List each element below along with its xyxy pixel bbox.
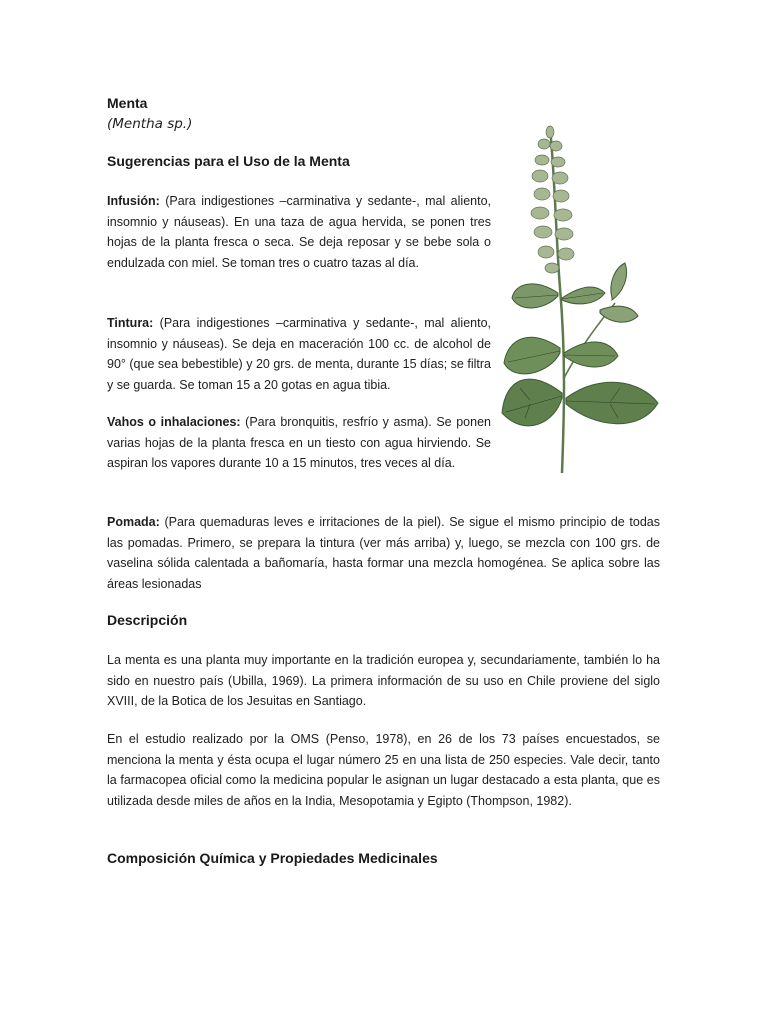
paragraph-descripcion-2: En el estudio realizado por la OMS (Penso, 1978), en 26 de los 73 países encuestados, se menciona la menta y ésta ocupa el lugar número 25 en una lista de 250 especies. Vale decir, tanto la farmacopea oficial como la medicina popular le asignan un lugar destacado a esta planta, que es utilizada desde miles de años en la India, Mesopotamia y Egipto (Thompson, 1982). (107, 732, 660, 808)
page-title: Menta (107, 95, 148, 111)
section-heading-descripcion: Descripción (107, 612, 188, 628)
paragraph-descripcion-1: La menta es una planta muy importante en la tradición europea y, secundariamente, también lo ha sido en nuestro país (Ubilla, 1969). La primera información de su uso en Chile proviene del siglo XVIII, de la Botica de los Jesuitas en Santiago. (107, 653, 660, 708)
term-tintura: Tintura: (107, 316, 154, 330)
text-pomada: (Para quemaduras leves e irritaciones de la piel). Se sigue el mismo principio de todas las pomadas. Primero, se prepara la tintura (ver más arriba) y, luego, se mezcla con 100 grs. de vaselina sólida calentada a bañomaría, hasta formar una mezcla homogénea. Se aplica sobre las áreas lesionadas (107, 515, 660, 591)
text-vahos: (Para bronquitis, resfrío y asma). Se ponen varias hojas de la planta fresca en un tiesto con agua hirviendo. Se aspiran los vapores durante 10 a 15 minutos, tres veces al día. (107, 415, 491, 470)
mint-plant-illustration (500, 118, 665, 478)
paragraph-pomada (107, 512, 660, 594)
section-heading-composicion: Composición Química y Propiedades Medicinales (107, 850, 438, 866)
paragraph-infusion (107, 191, 491, 273)
term-vahos: Vahos o inhalaciones: (107, 415, 241, 429)
text-infusion: (Para indigestiones –carminativa y sedante-, mal aliento, insomnio y náuseas). En una taza de agua hervida, se ponen tres hojas de la planta fresca o seca. Se deja reposar y se bebe sola o endulzada con miel. Se toman tres o cuatro tazas al día. (107, 194, 491, 270)
flower-spike (531, 126, 574, 273)
term-infusion: Infusión: (107, 194, 160, 208)
section-heading-uso: Sugerencias para el Uso de la Menta (107, 153, 350, 169)
scientific-name: (Mentha sp.) (107, 116, 193, 132)
term-pomada: Pomada: (107, 515, 160, 529)
text-tintura: (Para indigestiones –carminativa y sedante-, mal aliento, insomnio y náuseas). Se deja en maceración 100 cc. de alcohol de 90° (que sea bebestible) y 20 grs. de menta, durante 15 días; se filtra y se guarda. Se toman 15 a 20 gotas en agua tibia. (107, 316, 491, 392)
paragraph-tintura (107, 313, 491, 395)
paragraph-vahos (107, 412, 491, 474)
